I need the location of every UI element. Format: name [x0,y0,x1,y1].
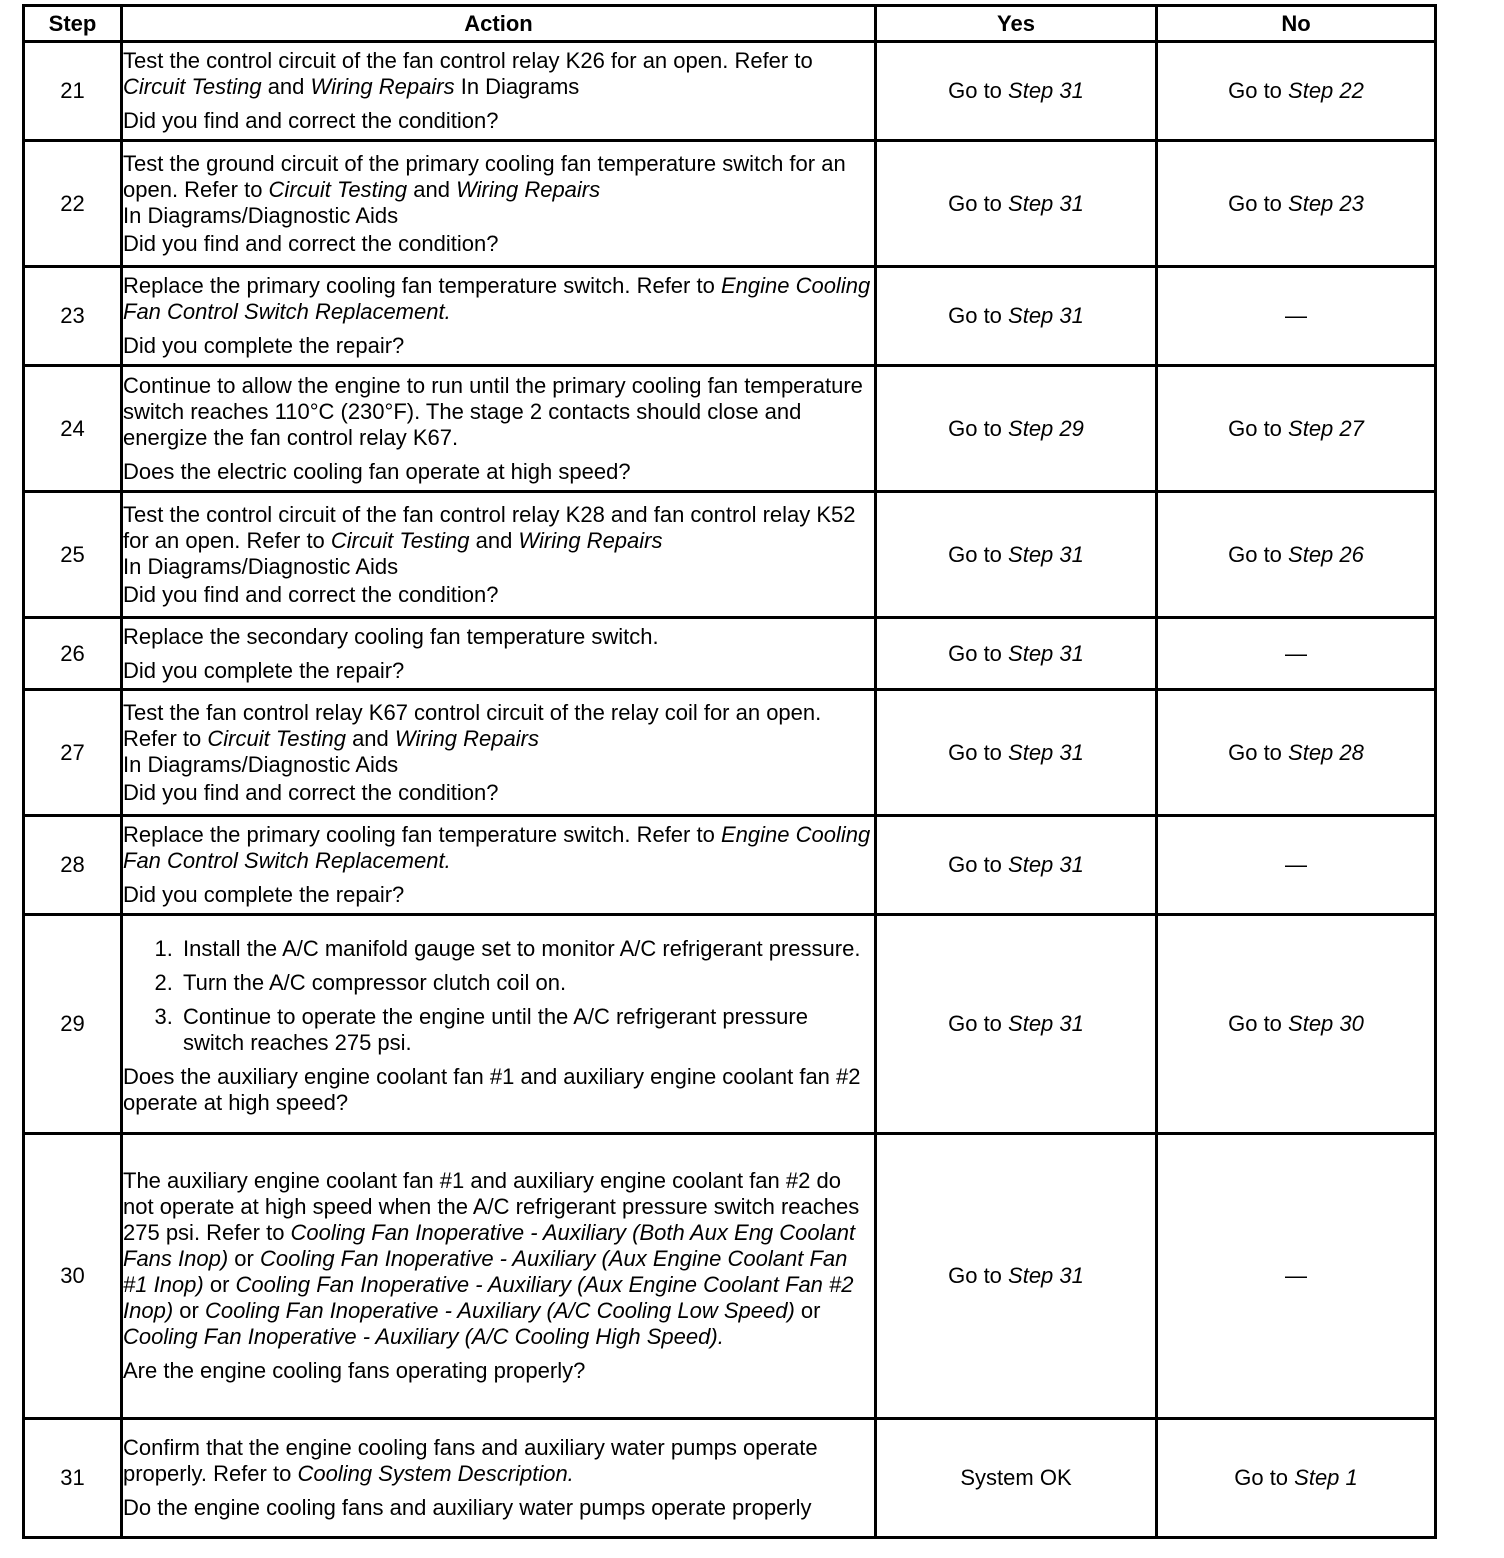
yes-cell [876,366,1157,492]
yes-goto-prefix: Go to [948,640,1009,666]
yes-goto-prefix: Go to [948,1263,1009,1288]
action-description-line: In Diagrams/Diagnostic Aids [123,751,399,777]
action-question: Did you complete the repair? [123,333,405,358]
action-cell [122,492,876,618]
yes-cell [876,42,1157,141]
no-goto-prefix: Go to [1228,739,1289,765]
header-step: Step [24,6,122,42]
action-cell [122,816,876,915]
description-text: and [469,527,519,553]
yes-step-ref: Step 31 [1008,190,1084,216]
action-description [123,1168,874,1350]
yes-goto-prefix: Go to [948,78,1009,103]
yes-cell [876,492,1157,618]
reference-text: Wiring Repairs [456,176,601,202]
no-dash: — [1285,640,1307,666]
description-text: Confirm that the engine cooling fans and auxiliary water pumps operate properly. Refer to [123,1435,818,1486]
action-description [123,373,874,451]
no-step-ref: Step 1 [1294,1465,1358,1490]
yes-goto-prefix: Go to [948,190,1009,216]
table-row [24,141,1436,267]
header-no: No [1157,6,1436,42]
no-goto-prefix: Go to [1228,541,1289,567]
yes-cell [876,915,1157,1134]
no-cell [1157,915,1436,1134]
step-number: 22 [24,141,122,267]
action-description [123,624,874,650]
action-cell [122,690,876,816]
action-cell [122,915,876,1134]
description-text: Replace the secondary cooling fan temperature switch. [123,623,659,649]
yes-cell [876,267,1157,366]
action-question: Did you find and correct the condition? [123,230,499,256]
action-description [123,48,874,100]
header-row [24,6,1436,42]
action-description [123,273,874,325]
no-goto-prefix: Go to [1234,1465,1295,1490]
action-cell [122,42,876,141]
description-text: Test the fan control relay K67 control circuit of the relay coil for an open. Refer to [123,699,822,751]
no-goto-prefix: Go to [1228,415,1289,441]
step-number: 21 [24,42,122,141]
table-row [24,366,1436,492]
reference-text: Engine Cooling Fan Control Switch Replacement. [123,273,871,324]
action-question: Do the engine cooling fans and auxiliary water pumps operate properly [123,1495,812,1520]
description-text: Replace the primary cooling fan temperature switch. Refer to [123,822,721,847]
action-description-line: In Diagrams/Diagnostic Aids [123,553,399,579]
yes-step-ref: Step 31 [1008,739,1084,765]
action-description [123,1435,874,1487]
step-number: 28 [24,816,122,915]
table-row [24,42,1436,141]
step-list-item: 3. Continue to operate the engine until the A/C refrigerant pressure switch reaches 275 psi. [179,1004,874,1056]
description-text: Test the control circuit of the fan control relay K28 and fan control relay K52 for an open. Refer to [123,501,856,553]
step-number: 26 [24,618,122,690]
action-description [123,822,874,874]
no-step-ref: Step 23 [1288,190,1364,216]
action-question: Does the auxiliary engine coolant fan #1 and auxiliary engine coolant fan #2 operate at high speed? [123,1064,861,1115]
step-list [123,936,874,1056]
description-text: or [228,1246,260,1271]
action-description-line: In Diagrams/Diagnostic Aids [123,202,399,228]
table-row [24,267,1436,366]
reference-text: Circuit Testing [268,176,408,202]
reference-text: Cooling Fan Inoperative - Auxiliary (A/C Cooling Low Speed) [204,1298,795,1323]
reference-text: Circuit Testing [123,74,262,99]
action-question: Did you find and correct the condition? [123,108,499,133]
action-question: Did you find and correct the condition? [123,581,499,607]
description-text: and [407,176,457,202]
yes-goto-prefix: Go to [948,739,1009,765]
no-cell [1157,141,1436,267]
reference-text: Cooling Fan Inoperative - Auxiliary (Aux Engine Coolant Fan #2 Inop) [123,1272,854,1323]
yes-cell [876,1134,1157,1419]
reference-text: Cooling Fan Inoperative - Auxiliary (Aux Engine Coolant Fan #1 Inop) [123,1246,848,1297]
yes-step-ref: Step 31 [1008,1011,1084,1036]
no-cell [1157,816,1436,915]
description-text: or [794,1298,821,1323]
yes-cell [876,618,1157,690]
yes-result: System OK [960,1465,1072,1490]
step-number: 24 [24,366,122,492]
action-question: Did you complete the repair? [123,882,405,907]
no-step-ref: Step 30 [1288,1011,1364,1036]
action-question: Did you complete the repair? [123,657,405,683]
action-question: Are the engine cooling fans operating properly? [123,1358,586,1383]
no-dash: — [1285,852,1307,877]
yes-goto-prefix: Go to [948,303,1009,328]
yes-step-ref: Step 31 [1008,1263,1084,1288]
no-goto-prefix: Go to [1228,78,1289,103]
step-number: 31 [24,1419,122,1538]
no-goto-prefix: Go to [1228,190,1289,216]
no-cell [1157,618,1436,690]
yes-cell [876,1419,1157,1538]
table-body [24,42,1436,1538]
yes-goto-prefix: Go to [948,415,1009,441]
description-text: Replace the primary cooling fan temperature switch. Refer to [123,273,721,298]
step-number: 30 [24,1134,122,1419]
no-cell [1157,42,1436,141]
yes-goto-prefix: Go to [948,1011,1009,1036]
yes-cell [876,690,1157,816]
action-cell [122,618,876,690]
table-row [24,1419,1436,1538]
reference-text: Wiring Repairs [310,74,455,99]
no-step-ref: Step 27 [1288,415,1364,441]
reference-text: Wiring Repairs [394,725,539,751]
no-goto-prefix: Go to [1228,1011,1289,1036]
step-list-item: 1. Install the A/C manifold gauge set to monitor A/C refrigerant pressure. [179,936,874,962]
table-row [24,1134,1436,1419]
no-cell [1157,492,1436,618]
yes-step-ref: Step 31 [1008,303,1084,328]
description-text: or [173,1298,205,1323]
reference-text: Wiring Repairs [518,527,663,553]
action-cell [122,141,876,267]
reference-text: Circuit Testing [207,725,346,751]
yes-goto-prefix: Go to [948,852,1009,877]
action-question: Does the electric cooling fan operate at high speed? [123,458,631,484]
yes-step-ref: Step 31 [1008,640,1084,666]
header-yes: Yes [876,6,1157,42]
yes-cell [876,141,1157,267]
step-list-item: 2. Turn the A/C compressor clutch coil on. [179,970,874,996]
no-cell [1157,690,1436,816]
no-cell [1157,267,1436,366]
action-cell [122,1419,876,1538]
description-text: The auxiliary engine coolant fan #1 and auxiliary engine coolant fan #2 do not operate at high speed when the A/C refrigerant pressure switch reaches 275 psi. Refer to [123,1168,860,1245]
action-cell [122,366,876,492]
yes-step-ref: Step 31 [1008,852,1084,877]
table-row [24,816,1436,915]
description-text: and [345,725,395,751]
description-text: Test the control circuit of the fan control relay K26 for an open. Refer to [123,48,813,73]
action-description [123,151,874,203]
reference-text: Engine Cooling Fan Control Switch Replacement. [123,822,871,873]
action-question: Did you find and correct the condition? [123,779,499,805]
no-cell [1157,1419,1436,1538]
reference-text: Cooling Fan Inoperative - Auxiliary (Both Aux Eng Coolant Fans Inop) [123,1220,856,1271]
no-dash: — [1285,303,1307,328]
table-row [24,492,1436,618]
step-number: 29 [24,915,122,1134]
reference-text: Circuit Testing [330,527,470,553]
step-number: 27 [24,690,122,816]
yes-step-ref: Step 31 [1008,541,1084,567]
yes-step-ref: Step 29 [1008,415,1084,441]
description-text: Continue to allow the engine to run until the primary cooling fan temperature switch reaches 110°C (230°F). The stage 2 contacts should close and energize the fan control relay K67. [123,372,863,450]
description-text: and [261,74,311,99]
no-dash: — [1285,1263,1307,1288]
no-cell [1157,366,1436,492]
action-description [123,502,874,554]
action-description [123,700,874,752]
action-cell [122,267,876,366]
description-text: In Diagrams [454,74,580,99]
description-text: or [203,1272,236,1297]
no-step-ref: Step 26 [1288,541,1364,567]
action-cell [122,1134,876,1419]
header-action: Action [122,6,876,42]
step-number: 23 [24,267,122,366]
yes-cell [876,816,1157,915]
reference-text: Cooling Fan Inoperative - Auxiliary (A/C Cooling High Speed). [123,1324,724,1349]
yes-step-ref: Step 31 [1008,78,1084,103]
reference-text: Cooling System Description. [297,1461,574,1486]
step-number: 25 [24,492,122,618]
diagnostic-table [22,4,1437,1539]
table-row [24,690,1436,816]
no-step-ref: Step 22 [1288,78,1364,103]
description-text: Test the ground circuit of the primary cooling fan temperature switch for an open. Refer to [123,150,846,202]
table-row [24,618,1436,690]
yes-goto-prefix: Go to [948,541,1009,567]
no-step-ref: Step 28 [1288,739,1364,765]
no-cell [1157,1134,1436,1419]
table-row [24,915,1436,1134]
